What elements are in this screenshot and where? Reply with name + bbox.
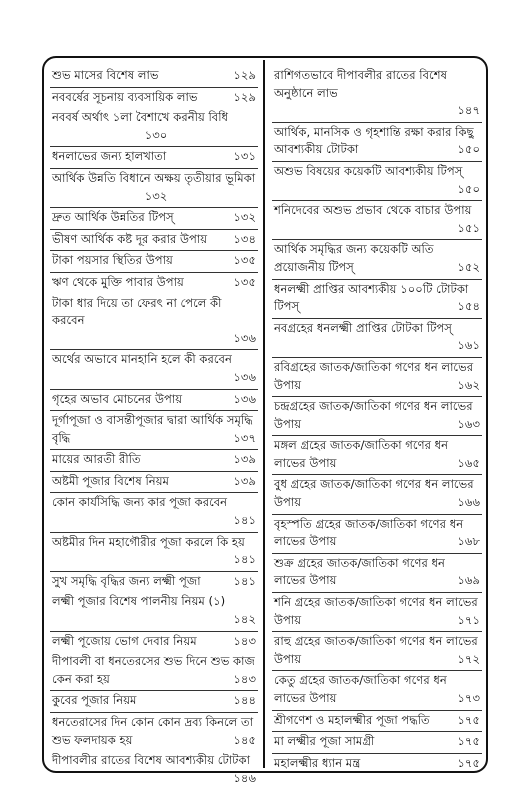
entry-title: নববর্ষের সূচনায় ব্যবসায়িক লাভ xyxy=(52,89,198,104)
toc-entry xyxy=(272,201,482,240)
toc-entry xyxy=(272,754,482,775)
toc-entry xyxy=(50,751,258,789)
page-number: ১৩৯ xyxy=(233,452,256,467)
toc-entry xyxy=(50,88,258,109)
toc-entry xyxy=(50,450,258,472)
entry-title: টাকা পয়সার স্থিতির উপায় xyxy=(52,253,173,268)
page-number: ১৭২ xyxy=(457,651,480,666)
toc-entry xyxy=(50,108,258,147)
entry-title: অষ্টমী পূজার বিশেষ নিয়ম xyxy=(52,473,169,488)
entry-title: মায়ের আরতী রীতি xyxy=(52,452,141,467)
entry-title: আর্থিক, মানসিক ও গৃহশান্তি রক্ষা করার কিছু আবশ্যকীয় টোটকা xyxy=(274,124,474,157)
page-number: ১৬২ xyxy=(457,377,480,392)
entry-title: ভীষণ আর্থিক কষ্ট দূর করার উপায় xyxy=(52,231,208,246)
entry-title: ঋণ থেকে মুক্তি পাবার উপায় xyxy=(52,274,184,289)
entry-title: রাশিগতভাবে দীপাবলীর রাতের বিশেষ অনুষ্ঠানে লাভ xyxy=(274,68,447,100)
page-number: ১২৯ xyxy=(233,89,256,104)
entry-title: অশুভ বিষয়ের কয়েকটি আবশ্যকীয় টিপস্ xyxy=(274,163,463,178)
page-number: ১৩২ xyxy=(144,188,168,203)
toc-entry xyxy=(50,472,258,494)
toc-entry xyxy=(272,123,482,162)
page-number: ১৭৫ xyxy=(457,712,480,727)
contents-column-right xyxy=(272,66,482,774)
entry-title: দ্রুত আর্থিক উন্নতির টিপস্ xyxy=(52,210,174,225)
entry-title: লক্ষ্মী পূজার বিশেষ পালনীয় নিয়ম (১) xyxy=(52,594,226,609)
toc-entry xyxy=(50,350,258,389)
entry-title: কুবের পূজার নিয়ম xyxy=(52,693,137,708)
page-number: ১৫১ xyxy=(457,220,480,235)
toc-entry xyxy=(272,554,482,593)
contents-column-left xyxy=(50,66,258,789)
entry-title: আর্থিক উন্নতি বিধানে অক্ষয় তৃতীয়ার ভূমিকা xyxy=(52,170,256,185)
toc-entry xyxy=(50,251,258,273)
page-number: ১৩৬ xyxy=(233,369,256,384)
entry-title: নববর্ষ অর্থাৎ ১লা বৈশাখে করনীয় বিধি xyxy=(52,110,229,125)
toc-entry xyxy=(272,475,482,514)
toc-entry xyxy=(50,208,258,230)
toc-entry xyxy=(50,169,258,208)
entry-title: মা লক্ষ্মীর পূজা সামগ্রী xyxy=(274,734,375,749)
entry-title: আর্থিক সমৃদ্ধির জন্য কয়েকটি অতি প্রয়োজনীয় টিপস্ xyxy=(274,242,434,274)
page-number: ১৪৩ xyxy=(233,633,256,648)
entry-title: রবিগ্রহের জাতক/জাতিকা গণের ধন লাভের উপায় xyxy=(274,359,474,392)
toc-entry xyxy=(272,280,482,319)
page-number: ১৪৫ xyxy=(233,732,256,747)
entry-title: নবগ্রহের ধনলক্ষ্মী প্রাপ্তির টোটকা টিপস্ xyxy=(274,320,452,335)
entry-title: কেতু গ্রহের জাতক/জাতিকা গণের ধন লাভের উপায় xyxy=(274,673,447,705)
page-number: ১৬৩ xyxy=(457,416,480,431)
page-number: ১৩২ xyxy=(233,210,256,225)
entry-title: সুখ সমৃদ্ধি বৃদ্ধির জন্য লক্ষ্মী পূজা xyxy=(52,573,201,588)
page-number: ১৩৫ xyxy=(233,274,256,289)
toc-entry xyxy=(272,732,482,754)
page-number: ১৪১ xyxy=(233,573,256,588)
toc-entry xyxy=(272,397,482,436)
entry-title: রাহু গ্রহের জাতক/জাতিকা গণের ধন লাভের উপায় xyxy=(274,634,478,666)
page-number: ১৭৩ xyxy=(457,691,480,705)
entry-title: দীপাবলী বা ধনতেরসের শুভ দিনে শুভ কাজ কেন করা হয় xyxy=(52,654,255,686)
page-number: ১৪৬ xyxy=(233,770,256,785)
page-number: ১৫৪ xyxy=(457,299,480,314)
entry-title: মহালক্ষ্মীর ধ্যান মন্ত্র xyxy=(274,755,361,770)
page-number: ১৩৬ xyxy=(233,330,256,345)
page-number: ১৬১ xyxy=(457,338,480,353)
toc-entry xyxy=(50,632,258,653)
page-number: ১৬৮ xyxy=(457,534,480,549)
toc-entry xyxy=(272,632,482,671)
entry-title: মঙ্গল গ্রহের জাতক/জাতিকা গণের ধন লাভের উপায় xyxy=(274,438,449,470)
toc-entry xyxy=(50,411,258,450)
page-number: ১৩৬ xyxy=(233,391,256,406)
toc-entry xyxy=(50,294,258,351)
page-number: ১৪১ xyxy=(233,552,256,567)
column-divider xyxy=(263,60,265,768)
entry-title: শনিদেবের অশুভ প্রভাব থেকে বাচার উপায় xyxy=(274,203,472,218)
toc-entry xyxy=(50,592,258,631)
toc-entry xyxy=(50,691,258,713)
page-number: ১৫০ xyxy=(457,181,480,196)
page-number: ১৬৬ xyxy=(457,495,480,510)
page-number: ১৪২ xyxy=(233,612,256,627)
page-number: ১৭৫ xyxy=(457,755,480,770)
entry-title: কোন কার্যসিদ্ধি জন্য কার পূজা করবেন xyxy=(52,495,228,510)
entry-title: শুক্র গ্রহের জাতক/জাতিকা গণের ধন লাভের উপায় xyxy=(274,555,445,588)
toc-entry xyxy=(50,230,258,252)
toc-entry xyxy=(50,572,258,593)
page-number: ১৭৫ xyxy=(457,734,480,749)
page-number: ১৬৫ xyxy=(457,455,480,470)
toc-entry xyxy=(272,671,482,710)
entry-title: শুভ মাসের বিশেষ লাভ xyxy=(52,68,159,82)
entry-title: লক্ষ্মী পূজোয় ভোগ দেবার নিয়ম xyxy=(52,633,197,648)
entry-title: অর্থের অভাবে মানহানি হলে কী করবেন xyxy=(52,352,232,367)
entry-title: দূর্গাপূজা ও বাসন্তীপূজার দ্বারা আর্থিক সমৃদ্ধি বৃদ্ধি xyxy=(52,413,253,445)
toc-entry xyxy=(50,147,258,169)
toc-entry xyxy=(50,493,258,532)
toc-entry xyxy=(50,713,258,751)
entry-title: চন্দ্রগ্রহের জাতক/জাতিকা গণের ধন লাভের উপায় xyxy=(274,399,473,431)
page-number: ১৭১ xyxy=(457,612,480,627)
entry-title: বৃহস্পতি গ্রহের জাতক/জাতিকা গণের ধন লাভের উপায় xyxy=(274,516,464,549)
toc-entry xyxy=(50,390,258,412)
page-number: ১৪৩ xyxy=(233,671,256,686)
toc-entry xyxy=(50,273,258,294)
page-number: ১৩৪ xyxy=(233,231,256,246)
page-number: ১২৯ xyxy=(233,68,256,82)
page-number: ১৩০ xyxy=(144,127,168,142)
toc-entry xyxy=(272,240,482,279)
page-number: ১৬৯ xyxy=(457,573,480,588)
entry-title: শ্রীগণেশ ও মহালক্ষ্মীর পূজা পদ্ধতি xyxy=(274,712,430,727)
toc-entry xyxy=(272,358,482,397)
entry-title: টাকা ধার দিয়ে তা ফেরৎ না পেলে কী করবেন xyxy=(52,295,222,328)
page-number: ১৫২ xyxy=(457,259,480,274)
page-number: ১৫০ xyxy=(457,142,480,157)
page-number: ১৪১ xyxy=(233,513,256,528)
entry-title: ধনলক্ষ্মী প্রাপ্তির আবশ্যকীয় ১০০টি টোটকা টিপস্ xyxy=(274,281,469,314)
page-number: ১৩৯ xyxy=(233,473,256,488)
toc-entry xyxy=(272,711,482,733)
entry-title: বুধ গ্রহের জাতক/জাতিকা গণের ধন লাভের উপায় xyxy=(274,477,474,510)
toc-entry xyxy=(272,515,482,554)
entry-title: দীপাবলীর রাতের বিশেষ আবশ্যকীয় টোটকা xyxy=(52,753,250,768)
toc-entry xyxy=(272,593,482,632)
entry-title: ধনতেরাসের দিন কোন কোন দ্রব্য কিনলে তা শুভ ফলদায়ক হয় xyxy=(52,715,254,747)
page-number: ১৩৫ xyxy=(233,253,256,268)
page-number: ১৩১ xyxy=(233,149,256,164)
toc-entry xyxy=(272,436,482,475)
page-number: ১৪৭ xyxy=(457,103,480,118)
toc-entry xyxy=(272,66,482,123)
entry-title: অষ্টমীর দিন মহাগৌরীর পূজা করলে কি হয় xyxy=(52,534,245,549)
entry-title: গৃহের অভাব মোচনের উপায় xyxy=(52,391,183,406)
page-number: ১৪৪ xyxy=(233,693,256,708)
entry-title: ধনলাভের জন্য হালখাতা xyxy=(52,149,167,164)
toc-entry xyxy=(50,652,258,691)
toc-entry xyxy=(272,162,482,201)
toc-entry xyxy=(50,533,258,572)
toc-entry xyxy=(272,319,482,358)
page-number: ১৩৭ xyxy=(233,430,256,445)
toc-entry xyxy=(50,66,258,88)
entry-title: শনি গ্রহের জাতক/জাতিকা গণের ধন লাভের উপায় xyxy=(274,595,478,627)
